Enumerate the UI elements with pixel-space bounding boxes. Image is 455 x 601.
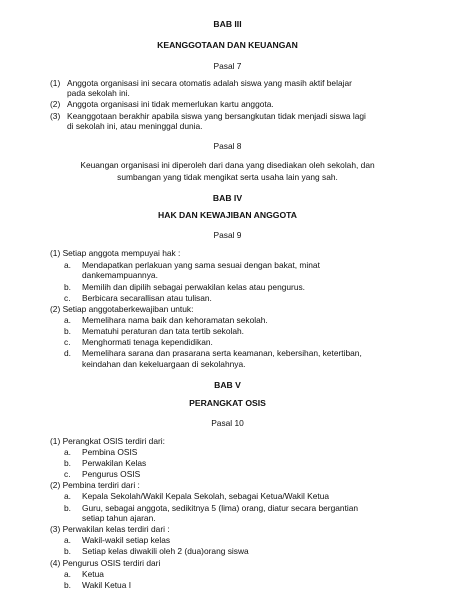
list-item-text: Kepala Sekolah/Wakil Kepala Sekolah, sebagai Ketua/Wakil Ketua (82, 491, 330, 501)
list-letter: b. (64, 326, 71, 336)
list-letter: c. (64, 293, 71, 303)
list-letter: c. (64, 469, 71, 479)
list-item-text: Memilih dan dipilih sebagai perwakilan kelas atau pengurus. (82, 282, 306, 292)
list-letter: a. (64, 260, 71, 270)
bab3-heading: BAB III (213, 19, 242, 29)
pasal8-text: sumbangan yang tidak mengikat serta usaha lain yang sah. (117, 172, 338, 182)
list-letter: b. (64, 546, 71, 556)
list-letter: b. (64, 580, 71, 590)
pasal10-item-2: (2) Pembina terdiri dari : (50, 480, 140, 490)
list-letter: a. (64, 569, 71, 579)
pasal9-item-1: (1) Setiap anggota mempuyai hak : (50, 248, 181, 258)
list-item-text: Guru, sebagai anggota, sedikitnya 5 (lima) orang, diatur secara bergantian (82, 503, 359, 513)
pasal7-item-text: Anggota organisasi ini tidak memerlukan kartu anggota. (67, 99, 274, 109)
pasal7-item-text: pada sekolah ini. (67, 88, 130, 98)
list-item-text: Pembina OSIS (82, 447, 138, 457)
pasal7-title: Pasal 7 (213, 61, 242, 71)
list-item-text: setiap tahun ajaran. (82, 513, 156, 523)
list-item-text: Mematuhi peraturan dan tata tertib sekolah. (82, 326, 245, 336)
list-item-text: Menghormati tenaga kependidikan. (82, 337, 213, 347)
pasal7-item-text: di sekolah ini, atau meninggal dunia. (67, 121, 203, 131)
list-item-text: Berbicara secarallisan atau tulisan. (82, 293, 212, 303)
pasal7-item-number: (1) (50, 78, 61, 88)
list-item-text: Memelihara nama baik dan kehoramatan sekolah. (82, 315, 268, 325)
pasal9-item-2: (2) Setiap anggotaberkewajiban untuk: (50, 304, 194, 314)
list-letter: b. (64, 458, 71, 468)
pasal7-item-text: Anggota organisasi ini secara otomatis adalah siswa yang masih aktif belajar (67, 78, 352, 88)
list-letter: d. (64, 348, 71, 358)
list-letter: b. (64, 282, 71, 292)
list-item-text: Memelihara sarana dan prasarana serta keamanan, kebersihan, ketertiban, (82, 348, 362, 358)
bab5-heading: BAB V (214, 380, 241, 390)
list-item-text: dankemampuannya. (82, 270, 158, 280)
list-letter: a. (64, 491, 71, 501)
list-letter: a. (64, 535, 71, 545)
pasal9-title: Pasal 9 (213, 230, 242, 240)
list-letter: a. (64, 315, 71, 325)
list-item-text: keindahan dan kekeluargaan di sekolahnya. (82, 359, 246, 369)
list-item-text: Wakil-wakil setiap kelas (82, 535, 171, 545)
list-letter: a. (64, 447, 71, 457)
list-letter: c. (64, 337, 71, 347)
bab3-title: KEANGGOTAAN DAN KEUANGAN (157, 40, 298, 50)
pasal7-item-number: (2) (50, 99, 61, 109)
list-item-text: Setiap kelas diwakili oleh 2 (dua)orang siswa (82, 546, 249, 556)
pasal10-item-3: (3) Perwakilan kelas terdiri dari : (50, 524, 170, 534)
pasal10-item-1: (1) Perangkat OSIS terdiri dari: (50, 436, 165, 446)
list-item-text: Pengurus OSIS (82, 469, 141, 479)
bab4-heading: BAB IV (212, 193, 243, 203)
list-item-text: Perwakilan Kelas (82, 458, 147, 468)
pasal8-title: Pasal 8 (213, 141, 242, 151)
pasal10-title: Pasal 10 (211, 418, 244, 428)
list-letter: b. (64, 503, 71, 513)
list-item-text: Wakil Ketua I (82, 580, 132, 590)
list-item-text: Ketua (82, 569, 104, 579)
pasal8-text: Keuangan organisasi ini diperoleh dari dana yang disediakan oleh sekolah, dan (80, 160, 375, 170)
pasal7-item-number: (3) (50, 111, 61, 121)
pasal7-item-text: Keanggotaan berakhir apabila siswa yang bersangkutan tidak menjadi siswa lagi (67, 111, 366, 121)
bab5-title: PERANGKAT OSIS (189, 398, 266, 408)
pasal10-item-4: (4) Pengurus OSIS terdiri dari (50, 558, 161, 568)
bab4-title: HAK DAN KEWAJIBAN ANGGOTA (158, 210, 297, 220)
list-item-text: Mendapatkan perlakuan yang sama sesuai dengan bakat, minat (82, 260, 320, 270)
